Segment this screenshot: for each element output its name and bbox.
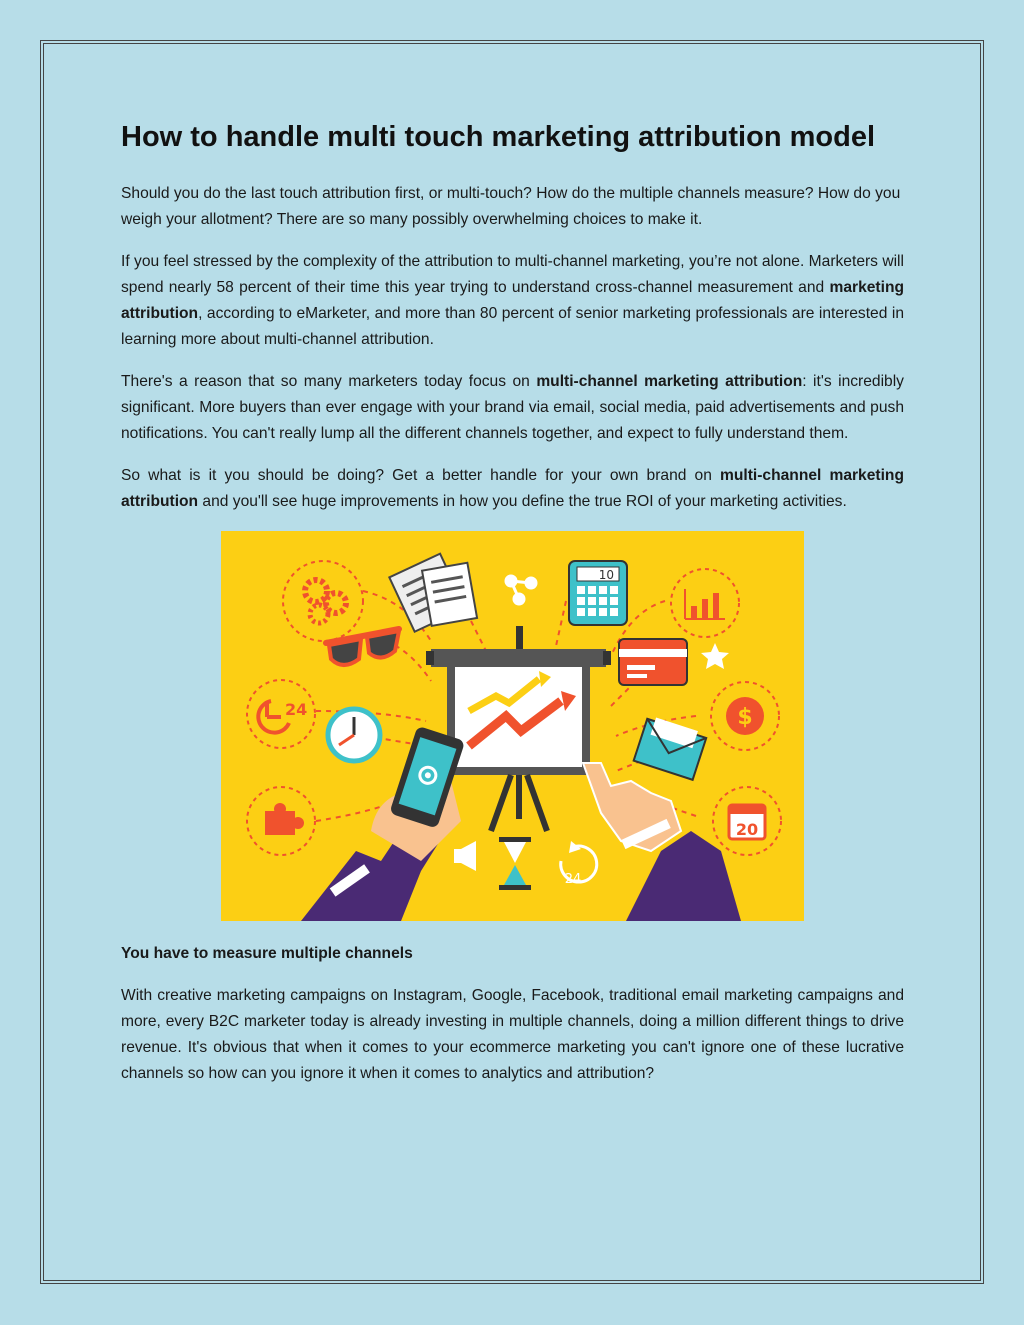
paragraph-text: , according to eMarketer, and more than 80 percent of senior marketing professionals are interested in learning more about multi-channel attribution. (121, 304, 904, 348)
article (121, 120, 904, 1103)
paragraph-what-to-do (121, 463, 904, 515)
timer-badge: 24 (285, 699, 308, 719)
article-title: How to handle multi touch marketing attribution model (121, 121, 875, 153)
calendar-day: 20 (735, 819, 759, 839)
calculator-display: 10 (598, 567, 614, 582)
marketing-illustration (221, 531, 804, 921)
paragraph-text: and you'll see huge improvements in how you define the true ROI of your marketing activities. (198, 492, 847, 510)
paragraph-stress (121, 249, 904, 353)
calculator-icon (569, 561, 627, 625)
clock-icon (328, 709, 380, 761)
keyword-marketing-attribution: marketing attribution (121, 278, 904, 322)
currency-symbol: $ (737, 704, 753, 730)
section-heading: You have to measure multiple channels (121, 944, 413, 962)
keyword-multi-channel-attribution: multi-channel marketing attribution (121, 466, 904, 510)
keyword-multi-channel-attribution: multi-channel marketing attribution (536, 372, 803, 390)
paragraph-channels: With creative marketing campaigns on Instagram, Google, Facebook, traditional email marketing campaigns and more, every B2C marketer today is already investing in multiple channels, doing a million different things to drive revenue. It's obvious that when it comes to your ecommerce marketing you can't ignore one of these lucrative channels so how can you ignore it when it comes to analytics and attribution? (121, 986, 904, 1082)
credit-card-icon (619, 639, 687, 685)
paragraph-text: If you feel stressed by the complexity of the attribution to multi-channel marketing, you’re not alone. Marketers will spend nearly 58 percent of their time this year trying to understand cross-channel measurement and (121, 252, 904, 296)
paragraph-text: So what is it you should be doing? Get a better handle for your own brand on (121, 466, 720, 484)
paragraph-reason (121, 369, 904, 447)
paragraph-intro: Should you do the last touch attribution first, or multi-touch? How do the multiple channels measure? How do you weigh your allotment? There are so many possibly overwhelming choices to make it. (121, 184, 901, 228)
paragraph-text: There's a reason that so many marketers today focus on (121, 372, 537, 390)
refresh-badge: 24 (564, 871, 582, 887)
paragraph-text: : it's incredibly significant. More buyers than ever engage with your brand via email, social media, paid advertisements and push notifications. You can't really lump all the different channels together, and expect to fully understand them. (121, 372, 904, 442)
